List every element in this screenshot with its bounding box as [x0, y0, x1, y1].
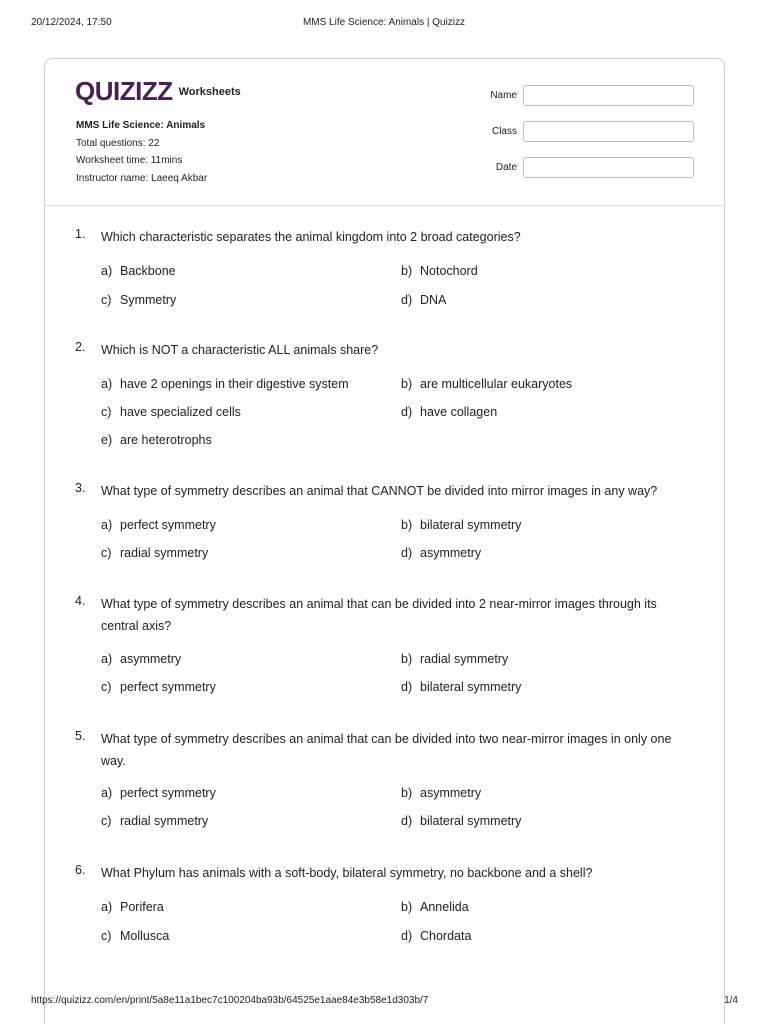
- print-header: [0, 17, 768, 31]
- option: b) Annelida: [401, 900, 469, 914]
- question-number: 2.: [75, 340, 86, 354]
- option: c) Mollusca: [101, 929, 170, 943]
- brand-wordmark: QUIZIZZ: [75, 76, 173, 106]
- option: b) bilateral symmetry: [401, 518, 522, 532]
- option: c) radial symmetry: [101, 546, 209, 560]
- question-number: 3.: [75, 481, 86, 495]
- option: a) Backbone: [101, 264, 176, 278]
- instructor-name: Instructor name: Laeeq Akbar: [76, 172, 208, 184]
- option: b) are multicellular eukaryotes: [401, 377, 573, 391]
- brand-subtitle: Worksheets: [178, 86, 241, 98]
- worksheet-card: [44, 58, 725, 1024]
- print-datetime: 20/12/2024, 17:50: [31, 17, 112, 28]
- class-field-row: [475, 121, 715, 143]
- worksheet-meta: [76, 117, 207, 187]
- worksheet-title: MMS Life Science: Animals: [76, 120, 206, 131]
- question-text: What type of symmetry describes an animal that CANNOT be divided into mirror images in any way?: [101, 484, 658, 498]
- class-input-box[interactable]: [523, 121, 694, 142]
- name-input-box[interactable]: [523, 85, 694, 106]
- option: e) are heterotrophs: [101, 433, 212, 447]
- name-field-row: [475, 85, 715, 107]
- print-footer: [0, 995, 768, 1009]
- question-text: Which is NOT a characteristic ALL animals share?: [101, 343, 379, 357]
- name-label: Name: [490, 90, 517, 101]
- option: b) radial symmetry: [401, 652, 509, 666]
- option: a) perfect symmetry: [101, 518, 216, 532]
- date-input-box[interactable]: [523, 157, 694, 178]
- option: c) have specialized cells: [101, 405, 241, 419]
- question-number: 6.: [75, 863, 86, 877]
- question-number: 1.: [75, 227, 86, 241]
- print-page-number: 1/4: [724, 995, 738, 1006]
- option: d) Chordata: [401, 929, 472, 943]
- quizizz-logo: [75, 77, 241, 105]
- option: d) asymmetry: [401, 546, 482, 560]
- option: c) radial symmetry: [101, 814, 209, 828]
- question-number: 5.: [75, 729, 86, 743]
- print-url: https://quizizz.com/en/print/5a8e11a1bec7c100204ba93b/64525e1aae84e3b58e1d303b/7: [31, 995, 429, 1006]
- option: a) Porifera: [101, 900, 164, 914]
- option: d) DNA: [401, 293, 447, 307]
- option: d) bilateral symmetry: [401, 680, 522, 694]
- class-label: Class: [491, 126, 517, 137]
- question-text: What type of symmetry describes an animal that can be divided into two near-mirror images in only one way.: [101, 732, 672, 768]
- option: b) asymmetry: [401, 786, 482, 800]
- option: c) perfect symmetry: [101, 680, 216, 694]
- option: a) asymmetry: [101, 652, 182, 666]
- option: d) bilateral symmetry: [401, 814, 522, 828]
- question-text: Which characteristic separates the animal kingdom into 2 broad categories?: [101, 230, 521, 244]
- date-field-row: [475, 157, 715, 179]
- question-text: What type of symmetry describes an animal that can be divided into 2 near-mirror images through its central axis?: [101, 597, 657, 633]
- question-number: 4.: [75, 594, 86, 608]
- total-questions: Total questions: 22: [76, 137, 160, 149]
- option: c) Symmetry: [101, 293, 177, 307]
- date-label: Date: [495, 162, 517, 173]
- option: a) perfect symmetry: [101, 786, 216, 800]
- print-page-title: MMS Life Science: Animals | Quizizz: [302, 17, 466, 28]
- worksheet-time: Worksheet time: 11mins: [76, 155, 183, 166]
- option: b) Notochord: [401, 264, 478, 278]
- question-text: What Phylum has animals with a soft-body, bilateral symmetry, no backbone and a shell?: [101, 866, 593, 880]
- option: d) have collagen: [401, 405, 498, 419]
- worksheet-header: [45, 59, 724, 206]
- option: a) have 2 openings in their digestive system: [101, 377, 349, 391]
